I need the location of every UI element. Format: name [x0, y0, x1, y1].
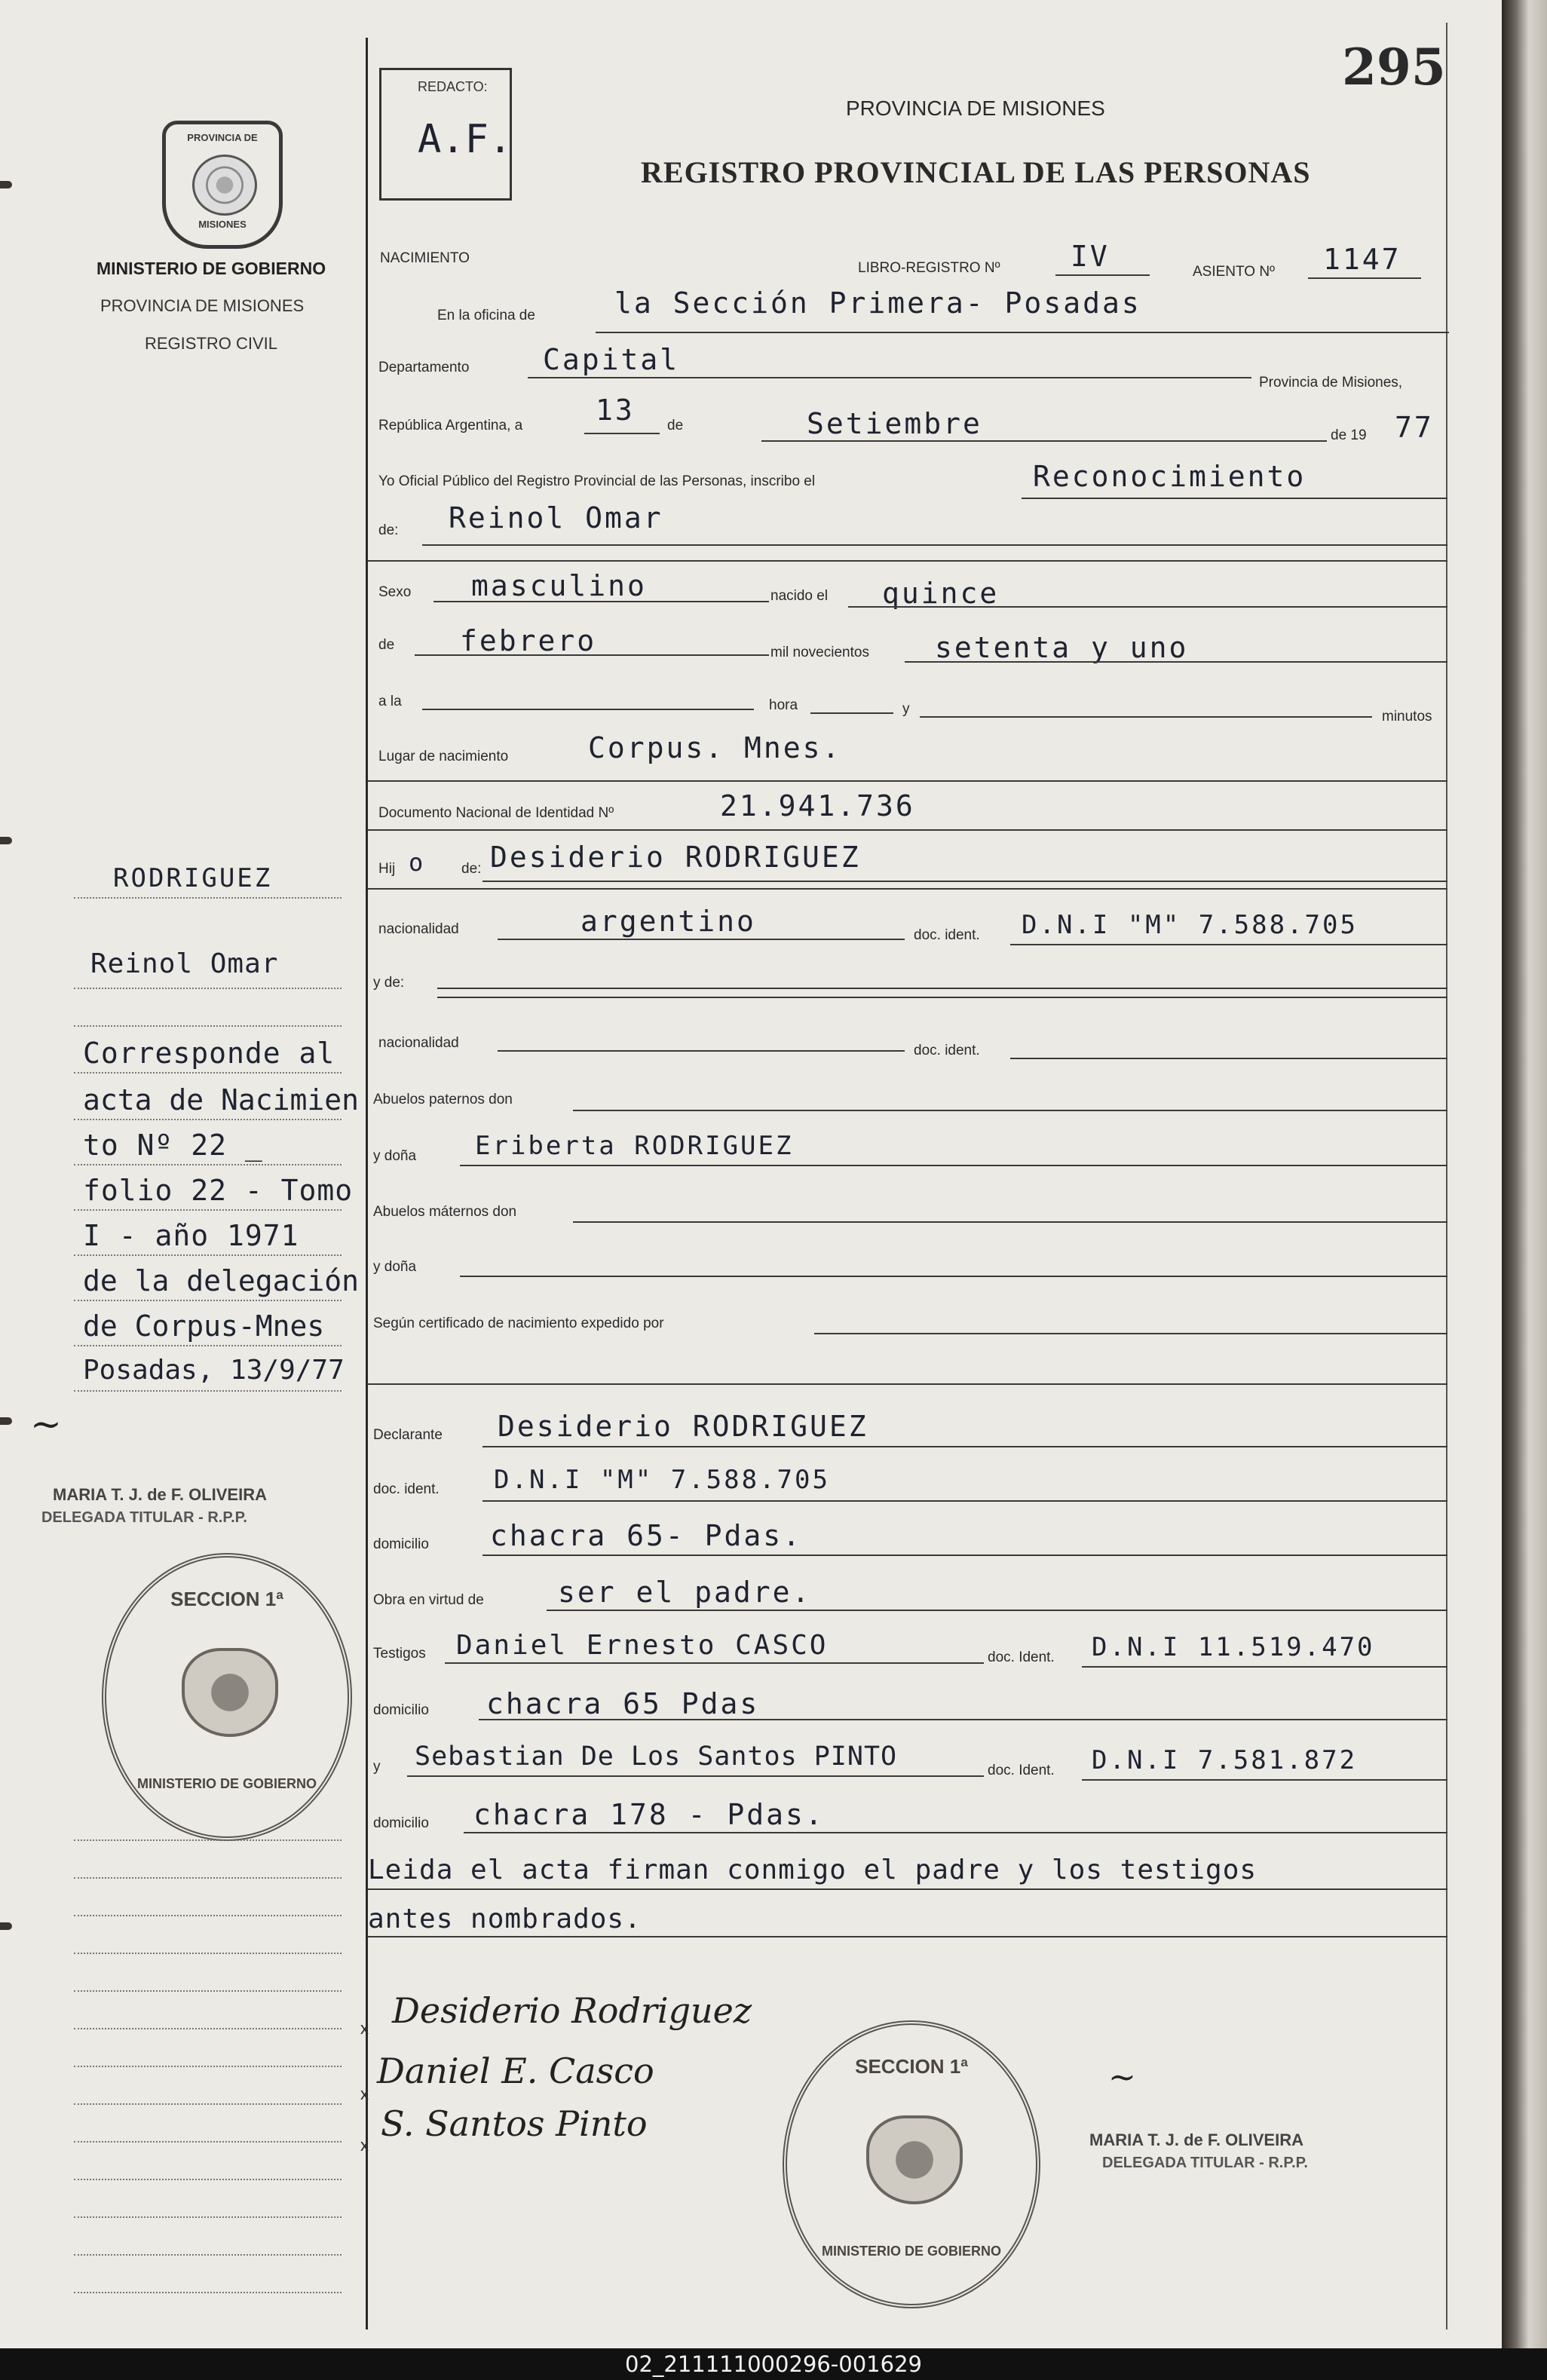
margin-firma-cargo: DELEGADA TITULAR - R.P.P. [41, 1509, 247, 1526]
seal-emblem-icon [192, 155, 257, 216]
departamento-line [528, 377, 1251, 378]
sexo-line [433, 601, 769, 602]
binding-hole [0, 1922, 12, 1930]
nombre-line [422, 544, 1447, 546]
nacionalidad2-line [498, 1050, 905, 1052]
margin-rule [74, 1254, 342, 1256]
certificado-line2 [368, 1383, 1447, 1385]
margin-rule [74, 988, 342, 989]
nacimiento-label: NACIMIENTO [380, 250, 470, 266]
margin-rule [74, 1164, 342, 1165]
abuelos-mat-label: Abuelos máternos don [373, 1204, 517, 1220]
nacido-value: quince [882, 577, 1000, 610]
doc-ident2-line [1010, 1058, 1447, 1059]
minutos-label: minutos [1382, 709, 1432, 724]
lugar-label: Lugar de nacimiento [378, 749, 509, 764]
padre-doc-line [1010, 944, 1447, 945]
de3-label: de [378, 637, 395, 653]
oficial-text: Yo Oficial Público del Registro Provincial de las Personas, inscribo el [378, 473, 816, 489]
margin-signature: ~ [30, 1402, 62, 1446]
certificado-line [814, 1333, 1447, 1334]
ministerio-title: MINISTERIO DE GOBIERNO [96, 259, 326, 278]
abuela-pat-line [460, 1165, 1447, 1166]
testigo1-value: Daniel Ernesto CASCO [456, 1630, 829, 1661]
hijo-label: Hij [378, 861, 396, 877]
margin-registry-stamp [102, 1553, 352, 1841]
padre-doc-value: D.N.I "M" 7.588.705 [1022, 910, 1358, 940]
cierre-rule-2 [368, 1936, 1447, 1937]
declarante-label: Declarante [373, 1427, 443, 1443]
seal-top-text: PROVINCIA DE [187, 132, 258, 143]
redacto-label: REDACTO: [418, 79, 488, 94]
dom1-label: domicilio [373, 1702, 429, 1718]
sexo-label: Sexo [378, 584, 412, 600]
testigo2-doc-label: doc. Ident. [988, 1763, 1055, 1778]
margin-rule [74, 2179, 342, 2180]
departamento-label: Departamento [378, 360, 470, 375]
dia-value: 13 [596, 394, 635, 427]
ministerio-sub1: PROVINCIA DE MISIONES [100, 296, 305, 315]
anio-value: 77 [1395, 411, 1434, 444]
lugar-value: Corpus. Mnes. [588, 731, 842, 764]
ydona2-label: y doña [373, 1259, 417, 1275]
minutos-line [920, 716, 1372, 718]
testigo1-doc-label: doc. Ident. [988, 1649, 1055, 1665]
testigo2-line [407, 1775, 984, 1777]
margin-nota-1: Corresponde al [83, 1037, 335, 1070]
asiento-label: ASIENTO Nº [1193, 264, 1275, 280]
margin-rule [74, 2254, 342, 2256]
ministerio-sub2: REGISTRO CIVIL [145, 334, 278, 353]
hora-label: hora [769, 697, 798, 713]
obra-line [547, 1610, 1447, 1611]
anio-nac-line [905, 661, 1447, 663]
mes-line [761, 440, 1327, 442]
dom1-line [479, 1719, 1447, 1720]
testigo2-doc-line [1082, 1779, 1447, 1781]
dom1-value: chacra 65 Pdas [486, 1687, 760, 1720]
margin-rule [74, 2216, 342, 2218]
testigo2-doc-value: D.N.I 7.581.872 [1092, 1745, 1358, 1775]
hijo-suffix: o [409, 848, 426, 877]
yde-line [437, 988, 1447, 989]
provincia-label: Provincia de Misiones, [1259, 375, 1403, 391]
cierre-line-2: antes nombrados. [368, 1904, 642, 1934]
doc-ident2-label: doc. ident. [914, 1043, 980, 1058]
binding-hole [0, 181, 12, 188]
margin-nota-5: I - año 1971 [83, 1219, 299, 1252]
decl-doc-value: D.N.I "M" 7.588.705 [494, 1465, 830, 1495]
nacido-line [848, 606, 1447, 608]
nacionalidad2-label: nacionalidad [378, 1035, 459, 1051]
page-number: 295 [1342, 38, 1446, 96]
declarante-value: Desiderio RODRIGUEZ [498, 1410, 868, 1443]
margin-rule [74, 1915, 342, 1916]
margin-nota-2: acta de Nacimien [83, 1083, 360, 1116]
yde-line2 [437, 997, 1447, 998]
de-label: de [667, 418, 684, 433]
nacido-label: nacido el [770, 588, 829, 604]
nacionalidad-label: nacionalidad [378, 921, 459, 937]
hijo-de-label: de: [461, 861, 482, 877]
ydona2-line [460, 1276, 1447, 1277]
margin-nota-8: Posadas, 13/9/77 [83, 1355, 345, 1386]
image-caption: 02_211111000296-001629 [0, 2348, 1547, 2380]
dom2-label: domicilio [373, 1815, 429, 1831]
doc-ident-label: doc. ident. [914, 927, 980, 943]
margin-rule [74, 2103, 342, 2105]
inscribe-line [1022, 498, 1447, 499]
oficial-name-stamp: MARIA T. J. de F. OLIVEIRA [1089, 2130, 1303, 2149]
registry-stamp [783, 2020, 1040, 2308]
padre-line [482, 881, 1447, 882]
oficial-cargo-stamp: DELEGADA TITULAR - R.P.P. [1102, 2155, 1308, 2171]
libro-value: IV [1071, 240, 1110, 273]
anio-prefix: de 19 [1331, 427, 1367, 443]
oficina-label: En la oficina de [437, 308, 535, 323]
padre-underline [368, 888, 1447, 890]
binding-hole [0, 837, 12, 844]
mes-value: Setiembre [807, 407, 982, 440]
domicilio-label: domicilio [373, 1536, 429, 1552]
cierre-rule-1 [368, 1888, 1447, 1890]
dni-label: Documento Nacional de Identidad Nº [378, 805, 614, 821]
redacto-value: A.F. [418, 117, 513, 162]
margin-rule [74, 1209, 342, 1211]
mes-nac-value: febrero [460, 624, 597, 657]
hora-line [422, 709, 754, 710]
dom2-value: chacra 178 - Pdas. [473, 1798, 825, 1831]
margin-rule [74, 1345, 342, 1346]
obra-label: Obra en virtud de [373, 1592, 484, 1608]
asiento-value: 1147 [1323, 243, 1401, 276]
dom2-line [464, 1832, 1447, 1833]
margin-stamp-bottom-text: MINISTERIO DE GOBIERNO [136, 1776, 317, 1791]
abuela-pat-value: Eriberta RODRIGUEZ [475, 1131, 794, 1161]
margin-rule [74, 1300, 342, 1301]
signature-testigo-2: S. Santos Pinto [381, 2103, 648, 2144]
margin-nota-4: folio 22 - Tomo [83, 1174, 354, 1207]
right-rule [1446, 23, 1447, 2329]
margin-nombre: Reinol Omar [90, 948, 279, 979]
hora-line2 [810, 712, 893, 714]
header-provincia: PROVINCIA DE MISIONES [846, 96, 1105, 120]
decl-doc-label: doc. ident. [373, 1481, 440, 1497]
yde-label: y de: [373, 975, 405, 991]
header-registro: REGISTRO PROVINCIAL DE LAS PERSONAS [641, 155, 1311, 189]
anio-nac-value: setenta y uno [935, 631, 1189, 664]
domicilio-value: chacra 65- Pdas. [490, 1519, 803, 1552]
binding-hole [0, 1417, 12, 1425]
testigo1-doc-value: D.N.I 11.519.470 [1092, 1632, 1375, 1662]
margin-rule [74, 1390, 342, 1392]
domicilio-line [482, 1555, 1447, 1556]
sig-mark-3: x [360, 2136, 369, 2155]
margin-rule [74, 1119, 342, 1120]
stamp-emblem-icon [866, 2115, 963, 2204]
republica-label: República Argentina, a [378, 418, 523, 433]
padre-value: Desiderio RODRIGUEZ [490, 841, 861, 874]
asiento-line [1308, 277, 1421, 279]
signature-oficial: ~ [1108, 2058, 1136, 2097]
certificado-label: Según certificado de nacimiento expedido por [373, 1316, 664, 1331]
margin-rule [74, 2028, 342, 2029]
margin-rule [366, 38, 368, 2329]
departamento-value: Capital [543, 343, 680, 376]
stamp-bottom-text: MINISTERIO DE GOBIERNO [821, 2244, 1002, 2259]
margin-rule [74, 1990, 342, 1992]
nombre-value: Reinol Omar [449, 501, 663, 535]
margin-nota-6: de la delegación [83, 1264, 360, 1297]
abuelos-pat-line [573, 1110, 1447, 1111]
abuelos-pat-label: Abuelos paternos don [373, 1092, 513, 1107]
ala-label: a la [378, 694, 402, 709]
margin-stamp-emblem-icon [182, 1648, 278, 1737]
y-label: y [902, 701, 910, 717]
margin-firma-nombre: MARIA T. J. de F. OLIVEIRA [53, 1485, 267, 1504]
margin-rule [74, 2066, 342, 2067]
mil-label: mil novecientos [770, 645, 869, 660]
margin-rule [74, 1839, 342, 1841]
margin-nota-7: de Corpus-Mnes [83, 1309, 325, 1343]
declarante-line [482, 1446, 1447, 1447]
oficina-line [596, 332, 1449, 333]
oficina-value: la Sección Primera- Posadas [614, 286, 1141, 320]
margin-stamp-inner-text: SECCION 1ª [170, 1588, 283, 1610]
lugar-line [368, 780, 1447, 782]
margin-rule [74, 1877, 342, 1879]
margin-apellido: RODRIGUEZ [113, 863, 273, 893]
seal-bottom-text: MISIONES [198, 219, 247, 230]
nacionalidad-line [498, 939, 905, 940]
nombre-underline [368, 560, 1447, 562]
book-edge [1502, 0, 1547, 2348]
dni-line [368, 829, 1447, 831]
testigo1-doc-line [1082, 1666, 1447, 1668]
inscribe-value: Reconocimiento [1033, 460, 1307, 493]
nacionalidad-value: argentino [581, 905, 756, 938]
dia-line [584, 433, 660, 434]
libro-line [1055, 274, 1150, 276]
signature-padre: Desiderio Rodriguez [392, 1990, 752, 2031]
signature-testigo-1: Daniel E. Casco [377, 2051, 654, 2091]
y2-label: y [373, 1759, 381, 1775]
cierre-line-1: Leida el acta firman conmigo el padre y los testigos [368, 1855, 1258, 1885]
margin-rule [74, 2141, 342, 2143]
sig-mark-2: x [360, 2084, 369, 2103]
provincial-seal [162, 121, 283, 249]
margin-rule [74, 1953, 342, 1954]
de2-label: de: [378, 522, 399, 538]
abuelos-mat-line [573, 1221, 1447, 1223]
obra-value: ser el padre. [558, 1576, 812, 1609]
dni-value: 21.941.736 [720, 789, 915, 822]
margin-rule [74, 897, 342, 899]
ydona-label: y doña [373, 1148, 417, 1164]
libro-label: LIBRO-REGISTRO Nº [858, 260, 1000, 276]
sig-mark-1: x [360, 2019, 369, 2038]
margin-rule [74, 1072, 342, 1074]
mes-nac-line [415, 654, 769, 656]
redacto-box [379, 68, 512, 201]
margin-rule [74, 1025, 342, 1027]
sexo-value: masculino [471, 569, 647, 602]
margin-rule [74, 2292, 342, 2293]
testigos-label: Testigos [373, 1646, 426, 1662]
decl-doc-line [482, 1500, 1447, 1502]
margin-nota-3: to Nº 22 _ [83, 1129, 263, 1162]
testigo1-line [445, 1662, 984, 1664]
testigo2-value: Sebastian De Los Santos PINTO [415, 1741, 898, 1772]
stamp-inner-text: SECCION 1ª [855, 2055, 968, 2078]
